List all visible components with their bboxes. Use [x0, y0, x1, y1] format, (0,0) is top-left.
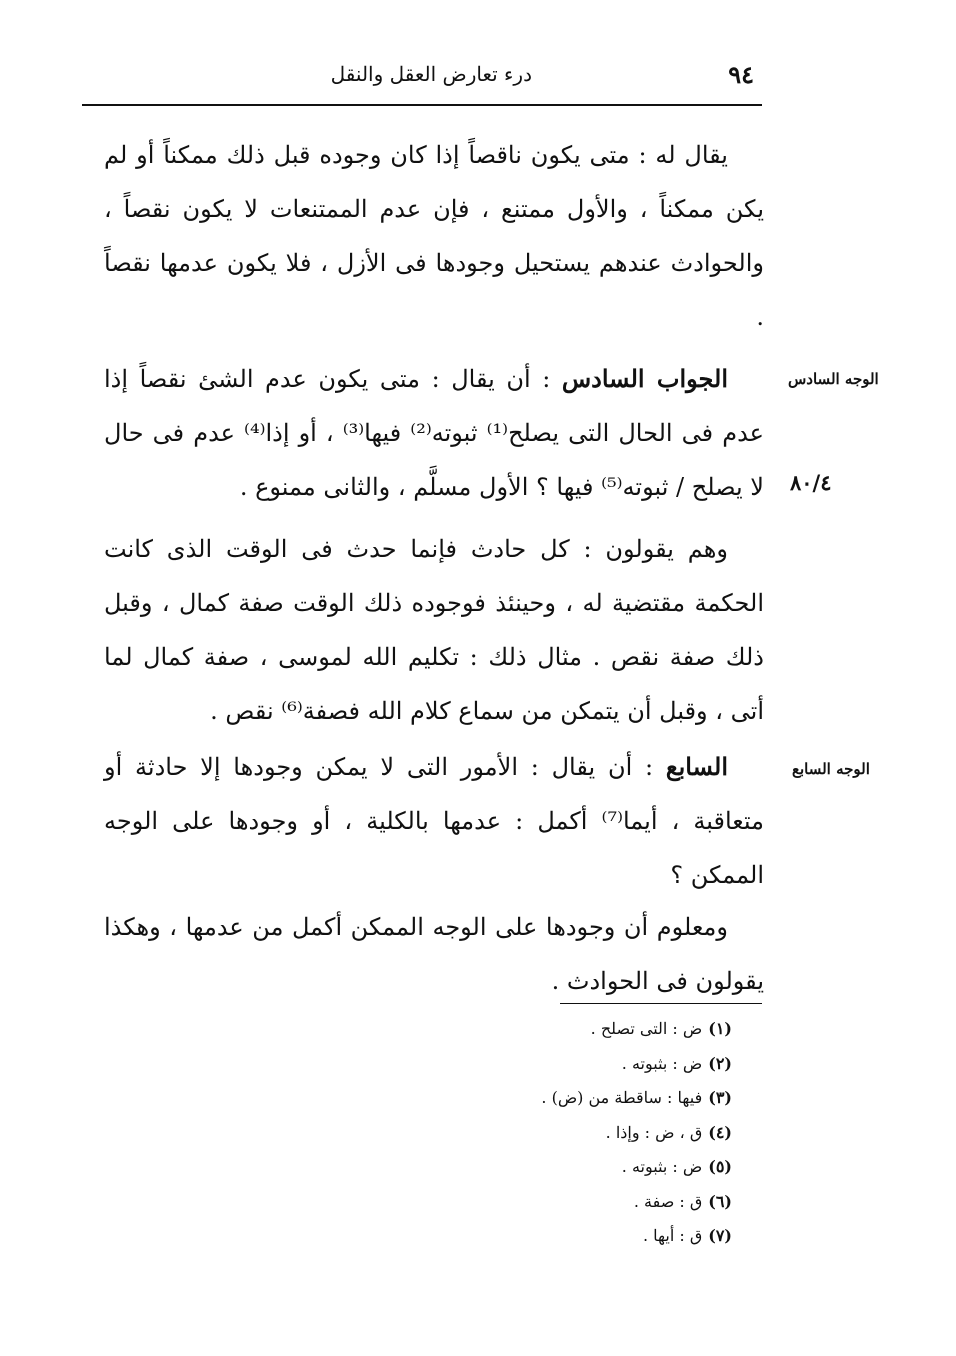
paragraph-1	[104, 128, 764, 344]
footnotes	[470, 1012, 732, 1254]
margin-reference-number: ٨٠/٤	[790, 470, 832, 495]
sixth-answer-heading: الجواب السادس	[561, 364, 728, 393]
seventh-heading: السابع	[665, 752, 728, 781]
footnote-1: (١)ض : التى تصلح .	[590, 1019, 732, 1038]
footnote-5: (٥)ض : بثبوته .	[621, 1157, 732, 1176]
running-title: درء تعارض العقل والنقل	[330, 62, 532, 86]
margin-note-seventh: الوجه السابع	[792, 760, 870, 778]
paragraph-2	[104, 352, 764, 514]
paragraph-3	[104, 522, 764, 738]
footnote-2: (٢)ض : بثبوته .	[621, 1053, 732, 1073]
footnote-rule	[560, 1003, 762, 1004]
paragraph-1-text: يقال له : متى يكون ناقصاً إذا كان وجوده قبل ذلك ممكناً أو لم يكن ممكناً ، والأول ممتنع ، فإن عدم الممتنعات لا يكون نقصاً ، والحوادث عندهم يستحيل وجودها فى الأزل ، فلا يكون عدمها نقصاً .	[104, 141, 764, 331]
paragraph-2-text	[104, 352, 764, 514]
paragraph-4	[104, 740, 764, 902]
paragraph-2-body: : أن يقال : متى يكون عدم الشئ نقصاً إذا عدم فى الحال التى يصلح⁽¹⁾ ثبوته⁽²⁾ فيها⁽³⁾ ، أو إذا⁽⁴⁾ عدم فى حال لا يصلح / ثبوته⁽⁵⁾ فيها ؟ الأول مسلَّم ، والثانى ممنوع .	[104, 365, 764, 501]
paragraph-3-text: وهم يقولون : كل حادث فإنما حدث فى الوقت الذى كانت الحكمة مقتضية له ، وحينئذ فوجوده ذلك الوقت صفة كمال ، وقبل ذلك صفة نقص . مثال ذلك : تكليم الله لموسى ، صفة كمال لما أتى ، وقبل أن يتمكن من سماع كلام الله فصفة⁽⁶⁾ نقص .	[104, 535, 764, 725]
paragraph-4-text	[104, 740, 764, 902]
page-number: ٩٤	[728, 60, 754, 89]
page-header	[82, 58, 762, 98]
paragraph-4-body: : أن يقال : الأمور التى لا يمكن وجودها إلا حادثة أو متعاقبة ، أيما⁽⁷⁾ أكمل : عدمها بالكلية ، أو وجودها على الوجه الممكن ؟	[104, 753, 764, 889]
footnote-7: (٧)ق : أيها .	[642, 1226, 732, 1245]
paragraph-5-text: ومعلوم أن وجودها على الوجه الممكن أكمل من عدمها ، وهكذا يقولون فى الحوادث .	[104, 913, 764, 995]
footnote-4: (٤)ق ، ض : وإذا .	[605, 1122, 732, 1142]
margin-note-sixth: الوجه السادس	[788, 370, 879, 388]
header-rule	[82, 104, 762, 106]
footnote-6: (٦)ق : صفة .	[633, 1191, 732, 1211]
paragraph-5	[104, 900, 764, 1008]
footnote-3: (٣)فيها : ساقطة من (ض) .	[541, 1088, 732, 1107]
